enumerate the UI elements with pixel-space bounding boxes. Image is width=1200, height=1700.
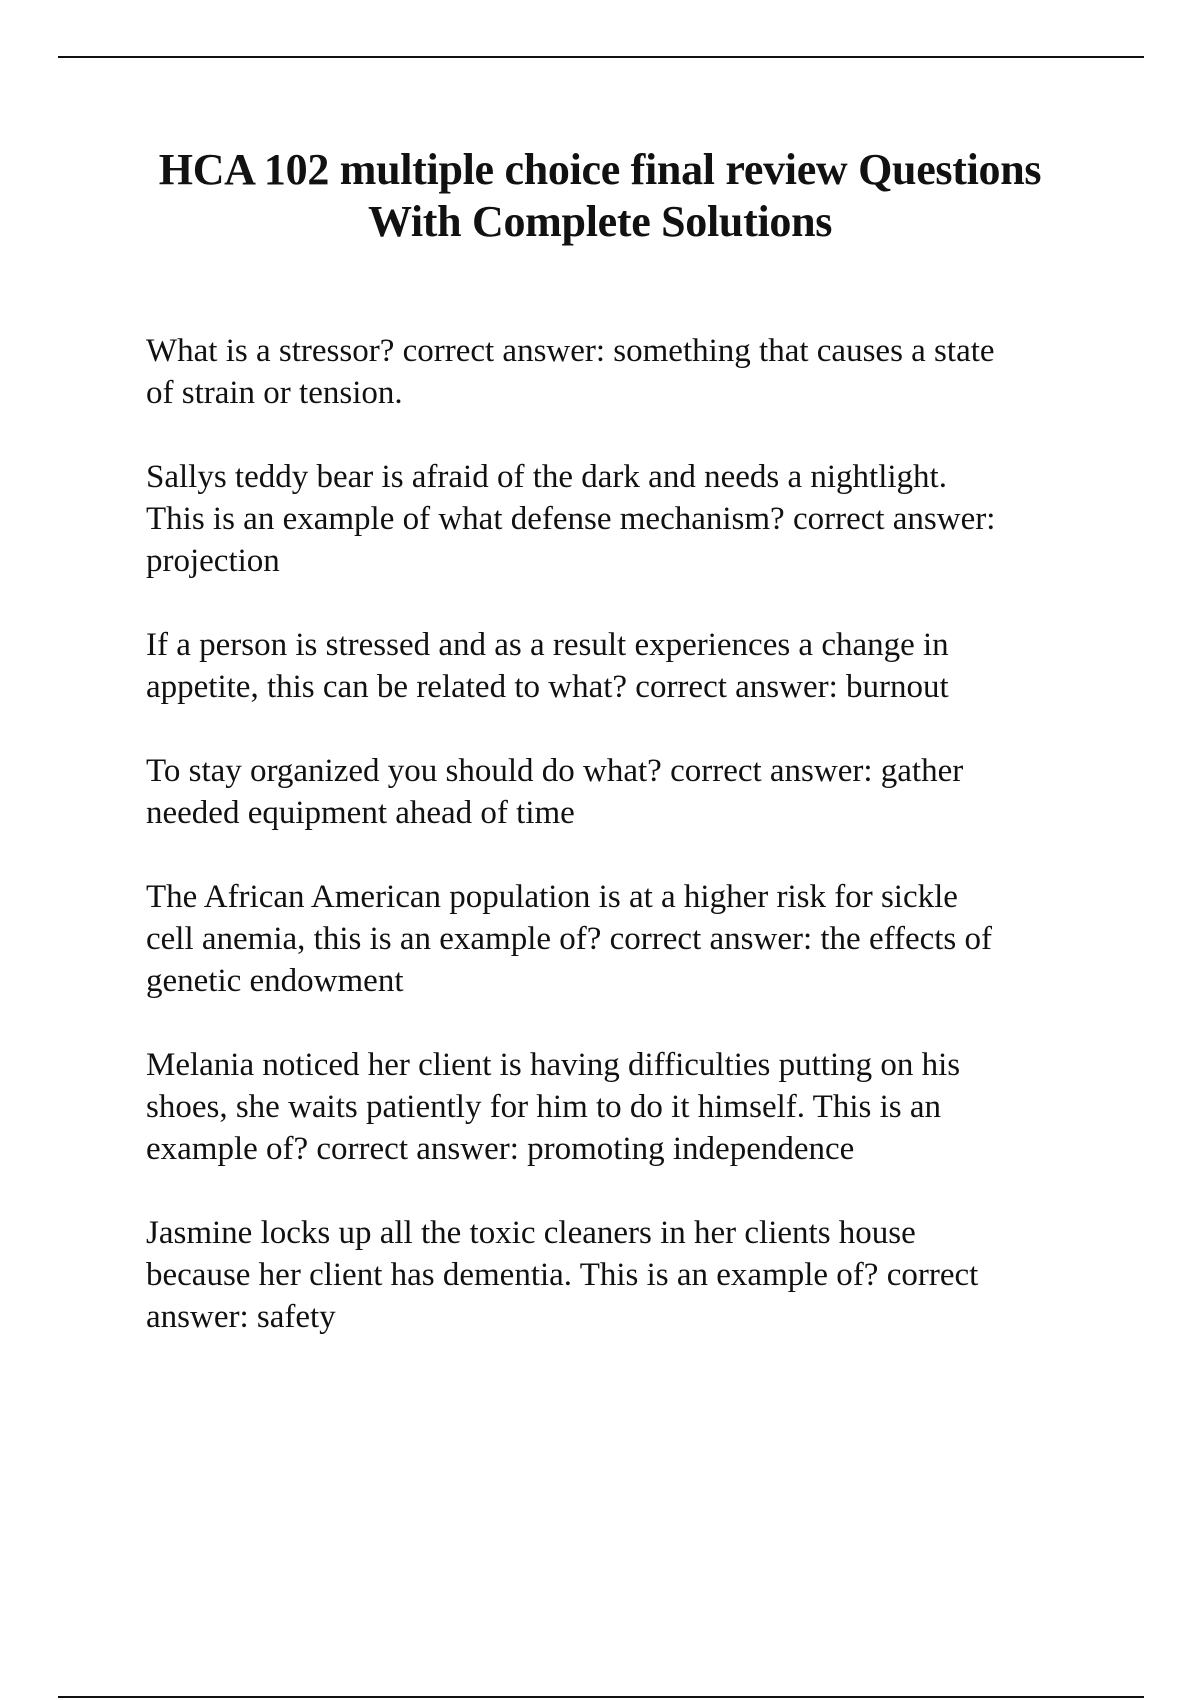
qa-item xyxy=(146,1044,1096,1170)
qa-line: projection xyxy=(146,543,280,579)
title-line: With Complete Solutions xyxy=(367,197,833,246)
qa-line: The African American population is at a higher risk for sickle xyxy=(146,879,958,915)
qa-item xyxy=(146,1212,1096,1338)
document-title xyxy=(100,144,1100,248)
qa-item xyxy=(146,456,1096,582)
qa-line: What is a stressor? correct answer: something that causes a state xyxy=(146,333,995,369)
qa-item xyxy=(146,624,1096,708)
qa-line: answer: safety xyxy=(146,1299,336,1335)
question-answer-list xyxy=(146,330,1096,1380)
qa-line: To stay organized you should do what? correct answer: gather xyxy=(146,753,964,789)
qa-line: example of? correct answer: promoting independence xyxy=(146,1131,855,1167)
qa-line: Melania noticed her client is having difficulties putting on his xyxy=(146,1047,961,1083)
qa-line: cell anemia, this is an example of? correct answer: the effects of xyxy=(146,921,993,957)
qa-line: If a person is stressed and as a result experiences a change in xyxy=(146,627,949,663)
bottom-rule xyxy=(58,1696,1144,1698)
qa-line: Jasmine locks up all the toxic cleaners in her clients house xyxy=(146,1215,916,1251)
qa-line: because her client has dementia. This is an example of? correct xyxy=(146,1257,979,1293)
qa-line: needed equipment ahead of time xyxy=(146,795,575,831)
qa-item xyxy=(146,876,1096,1002)
qa-line: appetite, this can be related to what? correct answer: burnout xyxy=(146,669,949,705)
qa-line: shoes, she waits patiently for him to do it himself. This is an xyxy=(146,1089,941,1125)
top-rule xyxy=(58,56,1144,58)
qa-line: genetic endowment xyxy=(146,963,404,999)
qa-line: This is an example of what defense mechanism? correct answer: xyxy=(146,501,996,537)
qa-line: Sallys teddy bear is afraid of the dark and needs a nightlight. xyxy=(146,459,947,495)
title-line: HCA 102 multiple choice final review Questions xyxy=(158,145,1042,194)
qa-item xyxy=(146,750,1096,834)
qa-item xyxy=(146,330,1096,414)
qa-line: of strain or tension. xyxy=(146,375,403,411)
